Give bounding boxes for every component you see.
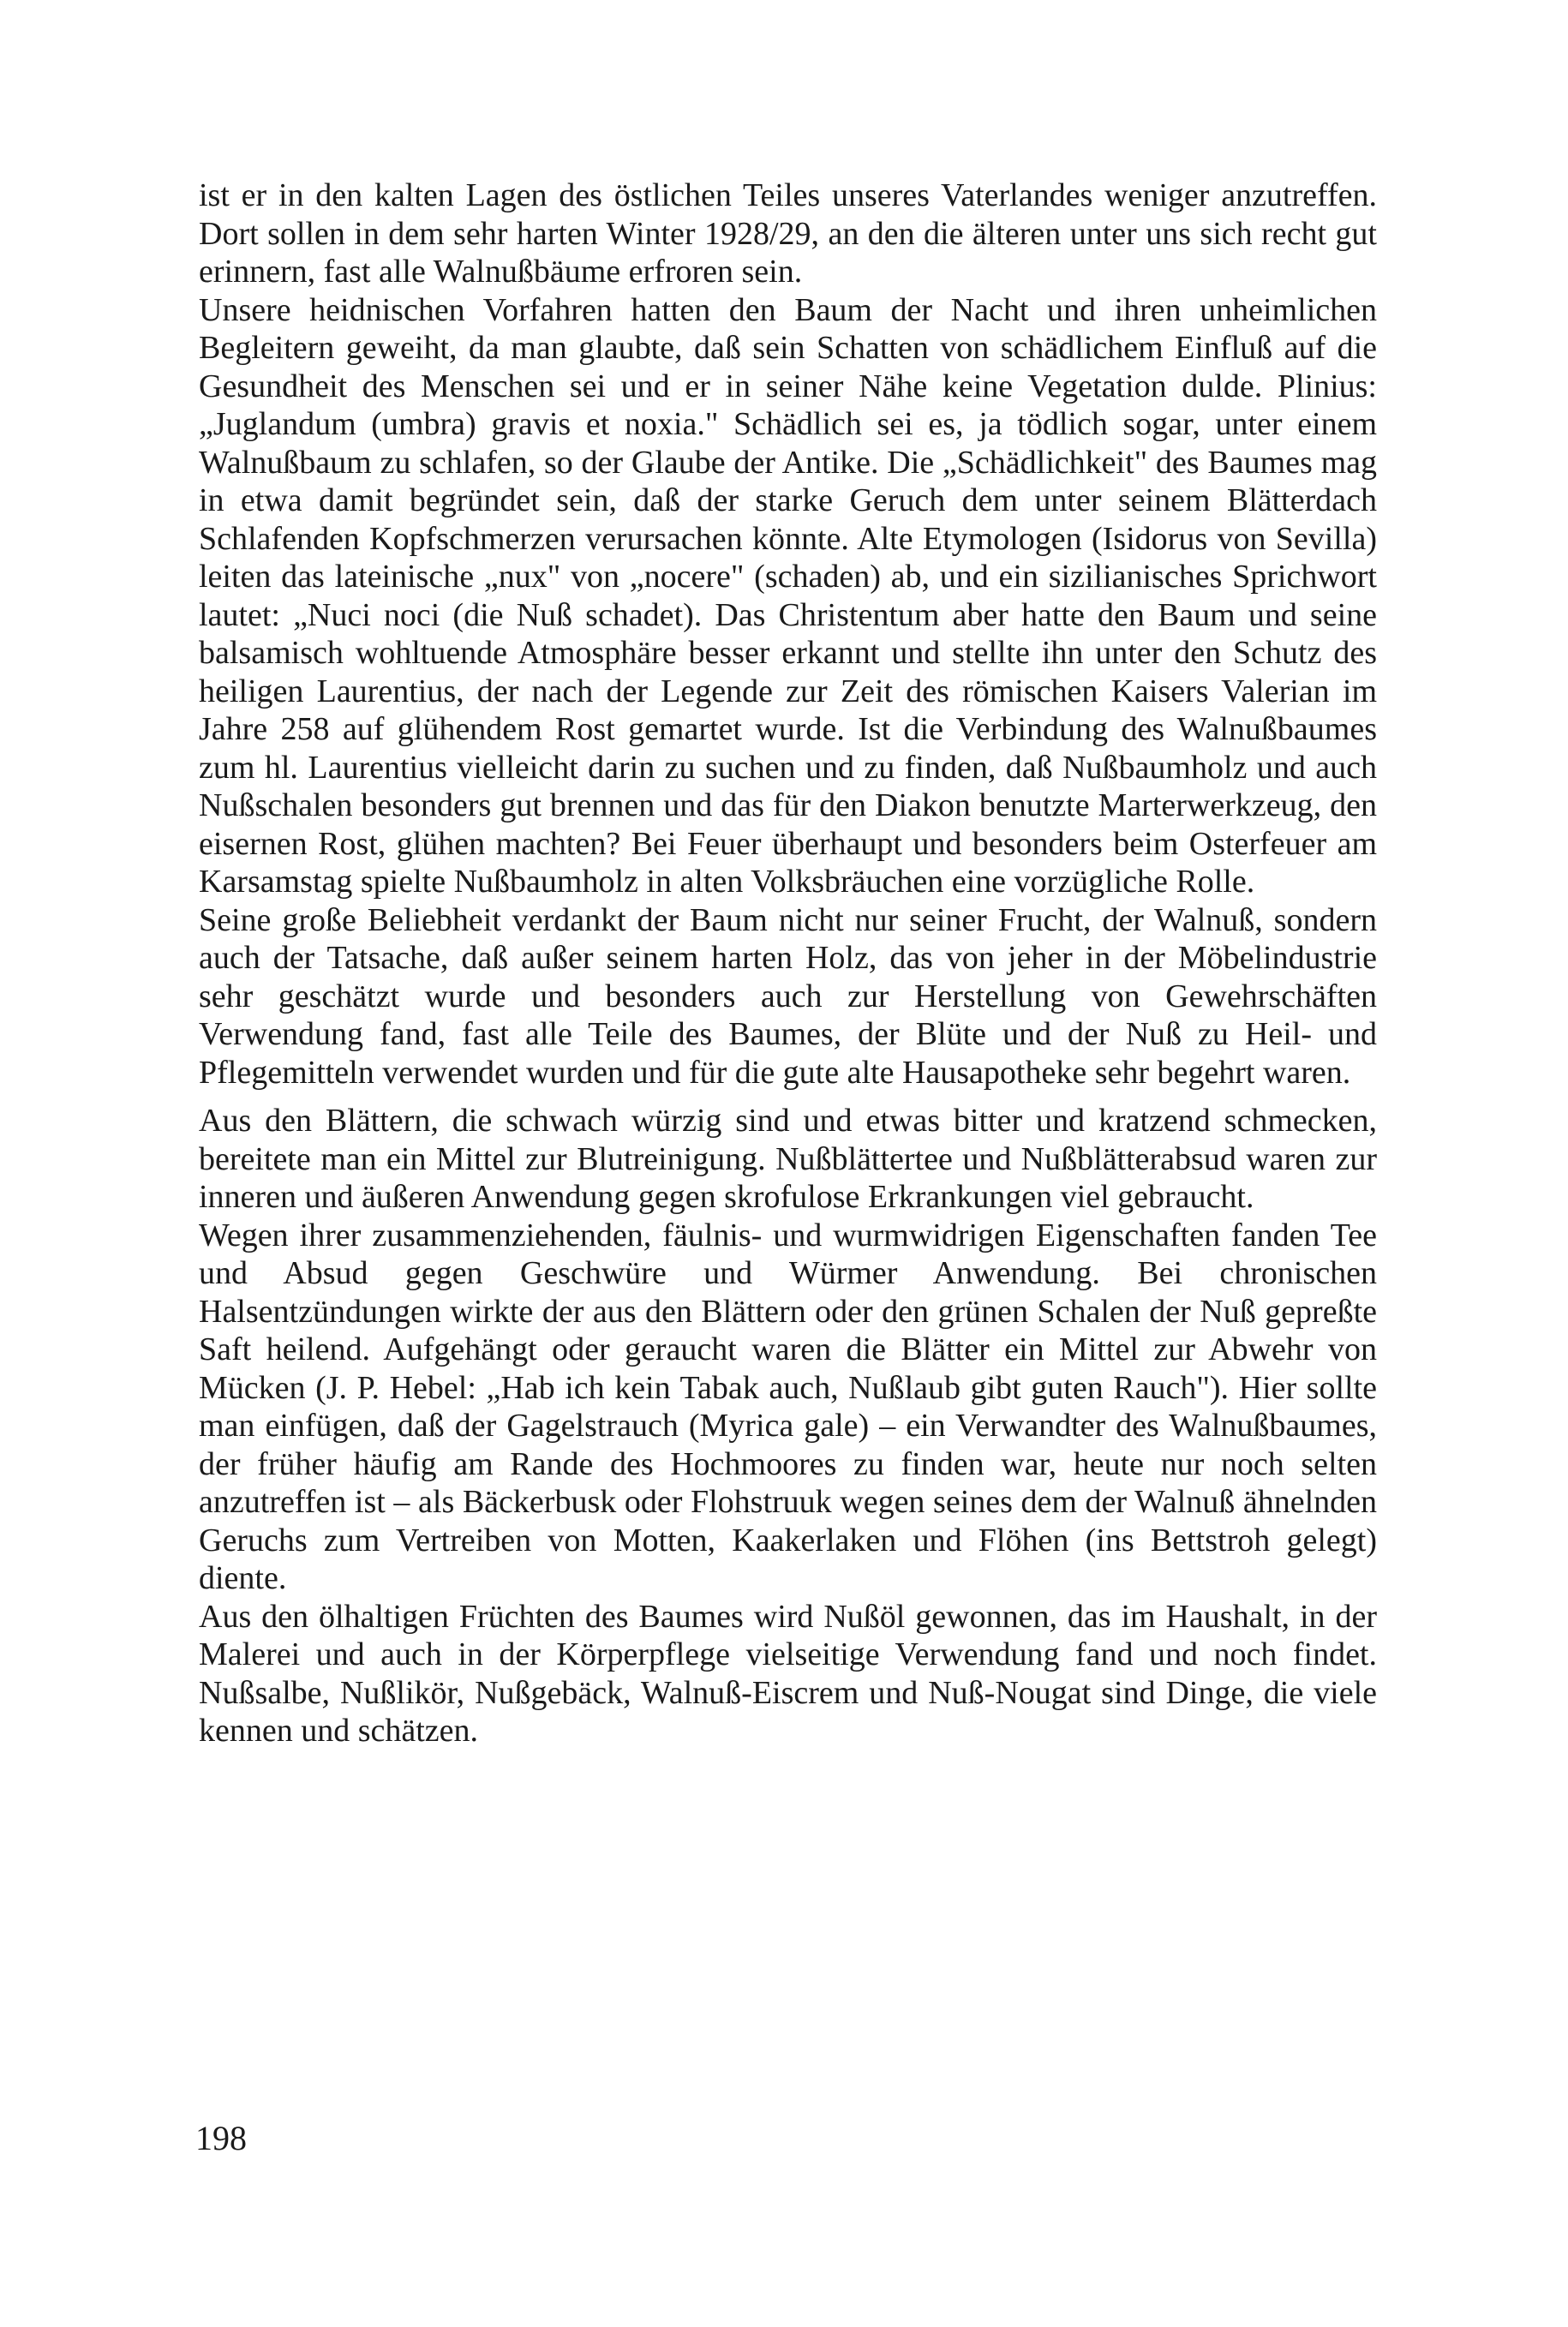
paragraph-tea-uses: Wegen ihrer zusammenziehenden, fäulnis- und wurmwidrigen Eigenschaften fanden Tee und Absud gegen Geschwüre und Würmer Anwendung. Bei chronischen Halsentzündungen wirkte der aus den Blättern oder den grünen Schalen der Nuß gepreßte Saft heilend. Aufgehängt oder geraucht waren die Blätter ein Mittel zur Abwehr von Mücken (J. P. Hebel: „Hab ich kein Tabak auch, Nußlaub gibt guten Rauch"). Hier sollte man einfügen, daß der Gagelstrauch (Myrica gale) – ein Verwandter des Walnußbaumes, der früher häufig am Rande des Hochmoores zu finden war, heute nur noch selten anzutreffen ist – als Bäckerbusk oder Flohstruuk wegen seines dem der Walnuß ähnelnden Geruchs zum Vertreiben von Motten, Kaakerlaken und Flöhen (ins Bettstroh gelegt) diente. <box>199 1217 1377 1596</box>
page-number: 198 <box>195 2119 247 2157</box>
paragraph-pagan-beliefs: Unsere heidnischen Vorfahren hatten den Baum der Nacht und ihren unheimlichen Begleitern geweiht, da man glaubte, daß sein Schatten von schädlichem Einfluß auf die Gesundheit des Menschen sei und er in seiner Nähe keine Vegetation dulde. Plinius: „Juglandum (umbra) gravis et noxia." Schädlich sei es, ja tödlich sogar, unter einem Walnußbaum zu schlafen, so der Glaube der Antike. Die „Schädlichkeit" des Baumes mag in etwa damit begründet sein, daß der starke Geruch dem unter seinem Blätterdach Schlafenden Kopfschmerzen verursachen könnte. Alte Etymologen (Isidorus von Sevilla) leiten das lateinische „nux" von „nocere" (schaden) ab, und ein sizilianisches Sprichwort lautet: „Nuci noci (die Nuß schadet). Das Christentum aber hatte den Baum und seine balsamisch wohltuende Atmosphäre besser erkannt und stellte ihn unter den Schutz des heiligen Laurentius, der nach der Legende zur Zeit des römischen Kaisers Valerian im Jahre 258 auf glühendem Rost gemartet wurde. Ist die Verbindung des Walnußbaumes zum hl. Laurentius vielleicht darin zu suchen und zu finden, daß Nußbaumholz und auch Nußschalen besonders gut brennen und das für den Diakon benutzte Marterwerkzeug, den eisernen Rost, glühen machten? Bei Feuer überhaupt und besonders beim Osterfeuer am Karsamstag spielte Nußbaumholz in alten Volksbräuchen eine vorzügliche Rolle. <box>199 291 1377 900</box>
paragraph-leaves: Aus den Blättern, die schwach würzig sind und etwas bitter und kratzend schmecken, bereitete man ein Mittel zur Blutreinigung. Nußblättertee und Nußblätterabsud waren zur inneren und äußeren Anwendung gegen skrofulose Erkrankungen viel gebraucht. <box>199 1103 1377 1215</box>
paragraph-nut-oil: Aus den ölhaltigen Früchten des Baumes wird Nußöl gewonnen, das im Haushalt, in der Malerei und auch in der Körperpflege vielseitige Verwendung fand und noch findet. Nußsalbe, Nußlikör, Nußgebäck, Walnuß-Eiscrem und Nuß-Nougat sind Dinge, die viele kennen und schätzen. <box>199 1598 1377 1749</box>
body-text <box>199 176 1377 1750</box>
paragraph-popularity: Seine große Beliebheit verdankt der Baum nicht nur seiner Frucht, der Walnuß, sondern auch der Tatsache, daß außer seinem harten Holz, das von jeher in der Möbelindustrie sehr geschätzt wurde und besonders auch zur Herstellung von Gewehrschäften Verwendung fand, fast alle Teile des Baumes, der Blüte und der Nuß zu Heil- und Pflegemitteln verwendet wurden und für die gute alte Hausapotheke sehr begehrt waren. <box>199 901 1377 1091</box>
paragraph-continuation: ist er in den kalten Lagen des östlichen Teiles unseres Vaterlandes weniger anzutreffen. Dort sollen in dem sehr harten Winter 1928/29, an den die älteren unter uns sich recht gut erinnern, fast alle Walnußbäume erfroren sein. <box>199 177 1377 290</box>
